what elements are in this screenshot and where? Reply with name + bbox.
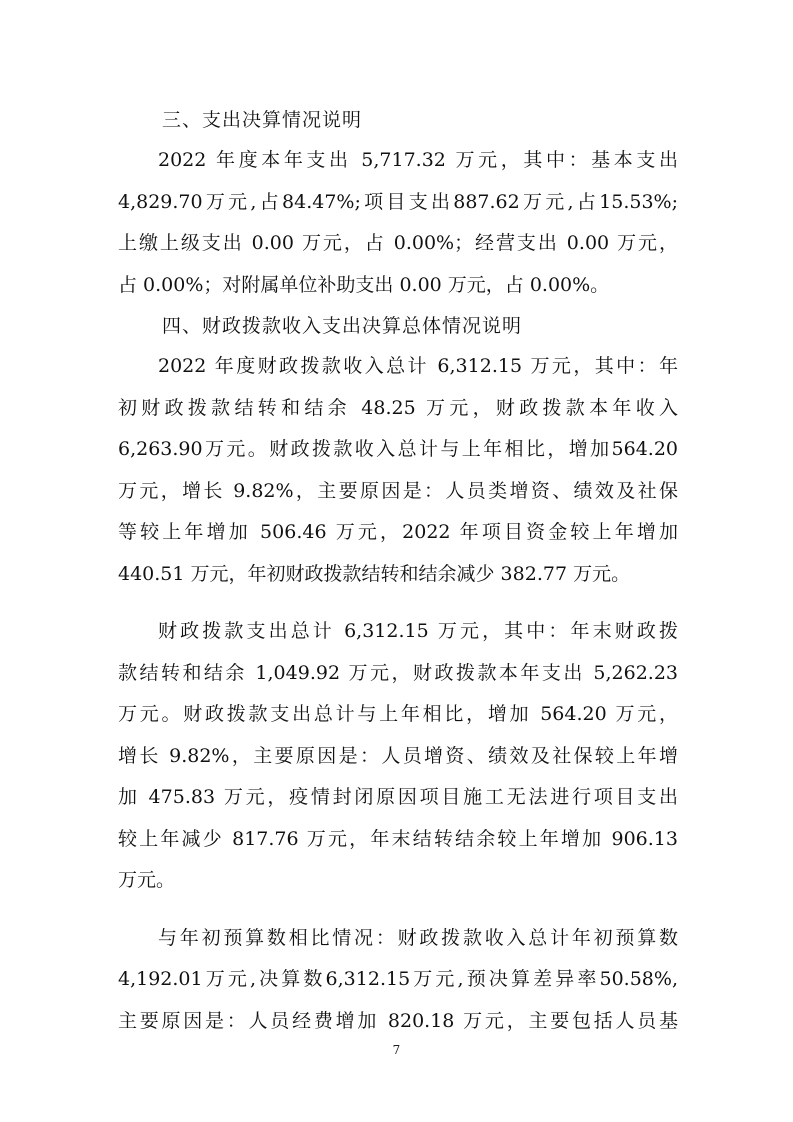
paragraph-line: 等较上年增加 506.46 万元，2022 年项目资金较上年增加 bbox=[118, 521, 678, 543]
paragraph-line: 款结转和结余 1,049.92 万元，财政拨款本年支出 5,262.23 bbox=[118, 661, 678, 684]
page-number: 7 bbox=[392, 1043, 401, 1057]
paragraph-line: 万元。财政拨款支出总计与上年相比，增加 564.20 万元， bbox=[118, 703, 678, 725]
paragraph-expenditure bbox=[118, 140, 678, 306]
paragraph-line: 增长 9.82%，主要原因是：人员增资、绩效及社保较上年增 bbox=[118, 744, 678, 767]
section-heading-expenditure: 三、支出决算情况说明 bbox=[162, 109, 363, 131]
paragraph-line: 4,192.01万元,决算数6,312.15万元,预决算差异率50.58%, bbox=[118, 968, 678, 990]
paragraph-line: 6,263.90万元。财政拨款收入总计与上年相比，增加564.20 bbox=[118, 438, 678, 460]
paragraph-spacer bbox=[118, 902, 678, 918]
paragraph-line: 较上年减少 817.76 万元，年末结转结余较上年增加 906.13 bbox=[118, 827, 678, 850]
paragraph-line: 440.51 万元，年初财政拨款结转和结余减少 382.77 万元。 bbox=[118, 562, 631, 585]
paragraph-line: 上缴上级支出 0.00 万元，占 0.00%；经营支出 0.00 万元， bbox=[118, 232, 678, 254]
paragraph-line: 财政拨款支出总计 6,312.15 万元，其中：年末财政拨 bbox=[158, 620, 678, 642]
paragraph-line: 万元。 bbox=[118, 869, 176, 891]
paragraph-budget-comparison bbox=[118, 918, 678, 1043]
paragraph-line: 4,829.70万元,占84.47%;项目支出887.62万元,占15.53%; bbox=[118, 190, 678, 213]
paragraph-line: 初财政拨款结转和结余 48.25 万元，财政拨款本年收入 bbox=[118, 396, 678, 419]
section-heading-fiscal-appropriation: 四、财政拨款收入支出决算总体情况说明 bbox=[162, 315, 523, 337]
paragraph-fiscal-income bbox=[118, 346, 678, 595]
paragraph-line: 与年初预算数相比情况：财政拨款收入总计年初预算数 bbox=[158, 926, 678, 949]
paragraph-line: 2022 年度财政拨款收入总计 6,312.15 万元，其中：年 bbox=[158, 355, 678, 377]
paragraph-line: 万元，增长 9.82%，主要原因是：人员类增资、绩效及社保 bbox=[118, 479, 678, 502]
paragraph-line: 2022 年度本年支出 5,717.32 万元，其中：基本支出 bbox=[158, 149, 678, 171]
document-body bbox=[118, 100, 678, 1042]
paragraph-line: 占 0.00%；对附属单位补助支出 0.00 万元，占 0.00%。 bbox=[118, 273, 610, 296]
paragraph-fiscal-expenditure bbox=[118, 611, 678, 902]
paragraph-spacer bbox=[118, 595, 678, 611]
paragraph-line: 主要原因是：人员经费增加 820.18 万元，主要包括人员基 bbox=[118, 1009, 678, 1032]
paragraph-line: 加 475.83 万元，疫情封闭原因项目施工无法进行项目支出 bbox=[118, 786, 678, 808]
